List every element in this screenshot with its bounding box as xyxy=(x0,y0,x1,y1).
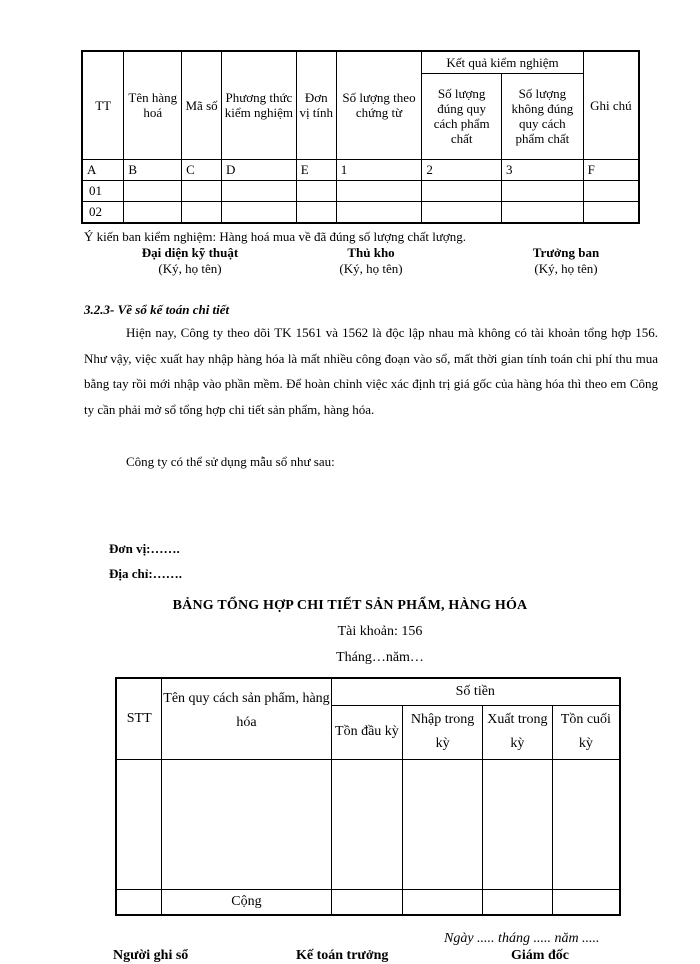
footer-writer: Người ghi sổ xyxy=(113,948,189,963)
inspection-table xyxy=(81,50,640,224)
letter-cell: F xyxy=(583,159,639,180)
total-row xyxy=(116,889,620,915)
col-ket-qua: Kết quả kiểm nghiệm xyxy=(422,51,583,73)
col-so-tien: Số tiền xyxy=(331,678,620,705)
section-heading: 3.2.3- Về sổ kế toán chi tiết xyxy=(84,302,230,317)
col-phuong-thuc: Phương thức kiểm nghiệm xyxy=(222,51,297,159)
signer-title: Thủ kho xyxy=(347,245,395,260)
table-row xyxy=(82,201,639,223)
letter-cell: A xyxy=(82,159,124,180)
row-number: 02 xyxy=(82,201,124,223)
signer-title: Đại diện kỹ thuật xyxy=(141,245,239,260)
col-ghi-chu: Ghi chú xyxy=(583,51,639,159)
col-ten-quy-cach: Tên quy cách sản phẩm, hàng hóa xyxy=(162,678,331,759)
summary-table xyxy=(115,677,621,916)
signer-technical xyxy=(90,245,290,277)
col-ton-dau: Tồn đầu kỳ xyxy=(331,705,403,759)
col-khong-dung: Số lượng không đúng quy cách phẩm chất xyxy=(502,73,584,159)
letter-cell: 1 xyxy=(336,159,422,180)
form-account: Tài khoản: 156 xyxy=(337,624,423,639)
footer-chief-accountant: Kế toán trưởng xyxy=(296,948,389,963)
footer-date: Ngày ..... tháng ..... năm ..... xyxy=(444,931,600,946)
signer-storekeeper xyxy=(271,245,471,277)
paragraph-2: Công ty có thể sử dụng mẫu sổ như sau: xyxy=(126,454,335,469)
letter-cell: 2 xyxy=(422,159,502,180)
signer-note: (Ký, họ tên) xyxy=(339,261,403,276)
col-so-luong: Số lượng theo chứng từ xyxy=(336,51,422,159)
col-ma-so: Mã số xyxy=(182,51,222,159)
col-xuat: Xuất trong kỳ xyxy=(482,705,552,759)
letter-cell: E xyxy=(296,159,336,180)
row-number: 01 xyxy=(82,180,124,201)
table-row xyxy=(82,180,639,201)
signer-note: (Ký, họ tên) xyxy=(534,261,598,276)
letter-cell: B xyxy=(124,159,182,180)
form-dia-chi: Địa chỉ:……. xyxy=(109,566,182,581)
col-stt: STT xyxy=(116,678,162,759)
total-label: Cộng xyxy=(162,889,331,915)
form-don-vi: Đơn vị:……. xyxy=(109,541,180,556)
letter-cell: C xyxy=(182,159,222,180)
form-period: Tháng…năm… xyxy=(336,650,424,665)
table-row xyxy=(116,759,620,889)
signer-note: (Ký, họ tên) xyxy=(158,261,222,276)
col-ton-cuoi: Tồn cuối kỳ xyxy=(552,705,620,759)
paragraph-1: Hiện nay, Công ty theo dõi TK 1561 và 1562 là độc lập nhau mà không có tài khoản tổng hợp 156. Như vậy, việc xuất hay nhập hàng hóa là mất nhiều công đoạn vào sổ, mất thời gian tính toán chi phí thu mua bằng tay rồi mới nhập vào phần mềm. Để hoàn chỉnh việc xác định trị giá gốc của hàng hóa thì theo em Công ty cần phải mở sổ tổng hợp chi tiết sản phẩm, hàng hóa. xyxy=(84,325,658,417)
signer-head xyxy=(466,245,666,277)
form-title: BẢNG TỔNG HỢP CHI TIẾT SẢN PHẨM, HÀNG HÓA xyxy=(172,598,528,613)
col-tt: TT xyxy=(82,51,124,159)
col-dung-quy-cach: Số lượng đúng quy cách phẩm chất xyxy=(422,73,502,159)
letter-cell: D xyxy=(222,159,297,180)
col-nhap: Nhập trong kỳ xyxy=(403,705,483,759)
col-don-vi: Đơn vị tính xyxy=(296,51,336,159)
opinion-text: Ý kiến ban kiểm nghiệm: Hàng hoá mua về đã đúng số lượng chất lượng. xyxy=(84,229,467,244)
signer-title: Trưởng ban xyxy=(532,245,600,260)
col-ten-hang-hoa: Tên hàng hoá xyxy=(124,51,182,159)
footer-director: Giám đốc xyxy=(511,948,569,963)
letter-cell: 3 xyxy=(502,159,584,180)
